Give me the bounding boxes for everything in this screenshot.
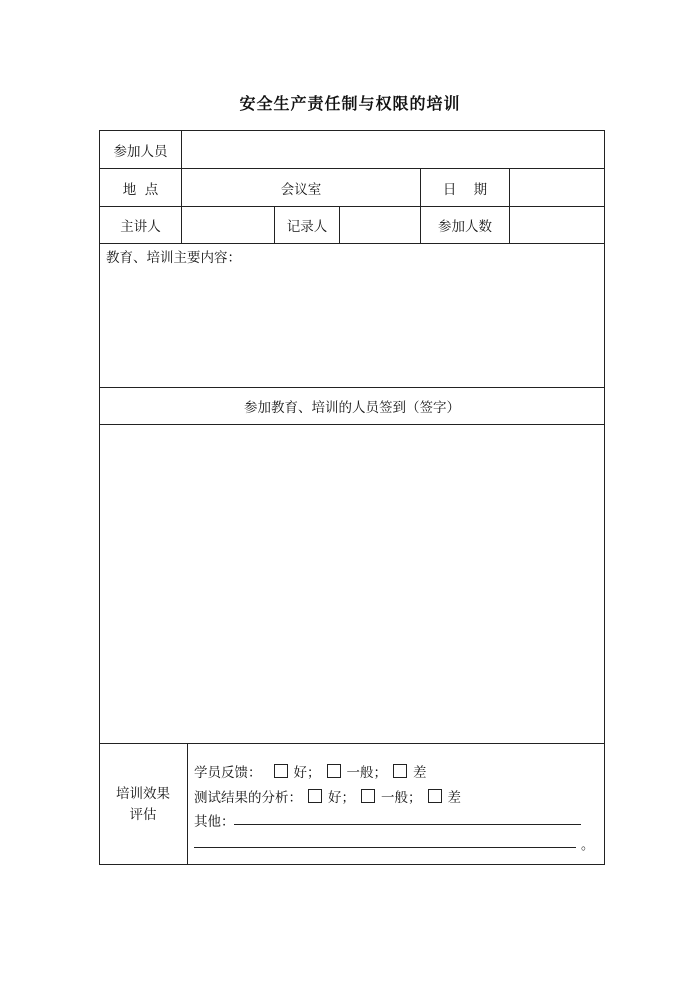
- test-average-label: 一般；: [381, 790, 422, 806]
- evaluation-label: [100, 784, 186, 826]
- attendees-field[interactable]: [182, 131, 604, 168]
- feedback-good-checkbox[interactable]: [274, 764, 288, 778]
- other-underline-2[interactable]: [194, 847, 576, 848]
- test-average-checkbox[interactable]: [361, 789, 375, 803]
- other-row: [194, 810, 235, 830]
- attendee-count-label: 参加人数: [438, 219, 492, 235]
- evaluation-label-line1: 培训效果: [116, 786, 170, 802]
- test-good-checkbox[interactable]: [308, 789, 322, 803]
- location-label: 地 点: [122, 181, 159, 198]
- table-border-right: [604, 130, 605, 865]
- attendees-label: 参加人员: [113, 143, 168, 160]
- test-poor-label: 差: [447, 790, 461, 806]
- row-divider: [99, 243, 604, 244]
- other-underline-1[interactable]: [234, 824, 581, 825]
- feedback-label: 学员反馈：: [194, 765, 262, 781]
- date-field[interactable]: [510, 169, 604, 206]
- lecturer-field[interactable]: [182, 207, 274, 243]
- recorder-label: 记录人: [286, 219, 328, 235]
- training-content-label: 教育、培训主要内容：: [106, 250, 241, 266]
- test-poor-checkbox[interactable]: [428, 789, 442, 803]
- signin-area[interactable]: [100, 425, 604, 743]
- other-label: 其他：: [194, 814, 235, 830]
- feedback-average-checkbox[interactable]: [327, 764, 341, 778]
- feedback-row: [194, 761, 427, 781]
- test-analysis-row: [194, 786, 461, 806]
- signin-label: 参加教育、培训的人员签到（签字）: [244, 400, 460, 416]
- training-content-field[interactable]: [100, 264, 604, 387]
- feedback-average-label: 一般；: [346, 765, 387, 781]
- feedback-poor-checkbox[interactable]: [393, 764, 407, 778]
- feedback-good-label: 好；: [293, 765, 321, 781]
- column-divider: [187, 743, 188, 864]
- table-border-bottom: [99, 864, 604, 865]
- row-divider: [99, 743, 604, 744]
- location-value[interactable]: 会议室: [280, 181, 322, 198]
- recorder-field[interactable]: [340, 207, 420, 243]
- feedback-poor-label: 差: [413, 765, 427, 781]
- lecturer-label: 主讲人: [120, 219, 161, 235]
- date-label: 日 期: [442, 181, 488, 198]
- page-title: 安全生产责任制与权限的培训: [239, 94, 461, 113]
- test-good-label: 好；: [328, 790, 355, 806]
- attendee-count-field[interactable]: [510, 207, 604, 243]
- test-analysis-label: 测试结果的分析：: [194, 790, 302, 806]
- period-mark: 。: [581, 838, 595, 853]
- evaluation-label-line2: 评估: [129, 807, 157, 823]
